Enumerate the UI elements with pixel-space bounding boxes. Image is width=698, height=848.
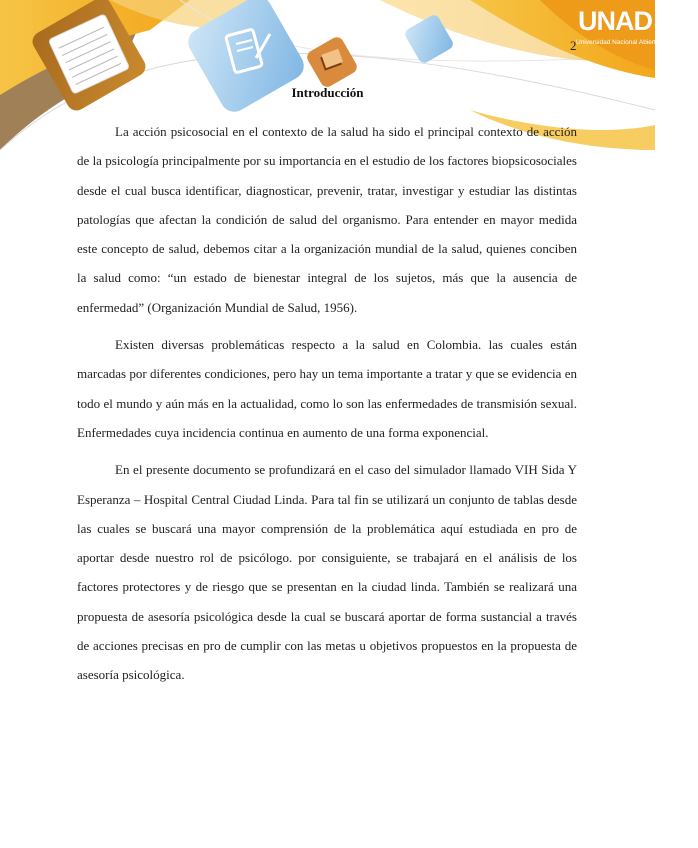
logo-text: UNAD — [578, 6, 652, 36]
paragraph-3: En el presente documento se profundizará en el caso del simulador llamado VIH Sida Y Esperanza – Hospital Central Ciudad Linda. Para tal fin se utilizará un conjunto de tablas desde las cuales se buscará una mayor comprensión de la problemática aquí estudiada en pro de aportar desde nuestro rol de psicólogo. por consiguiente, se trabajará en el análisis de los factores protectores y de riesgo que se presentan en la ciudad linda. También se realizará una propuesta de asesoría psicológica desde la cual se buscará aportar de forma sustancial a través de acciones precisas en pro de cumplir con las metas u objetivos propuestos en la propuesta de asesoría psicológica. — [77, 462, 577, 683]
logo-subtitle: Universidad Nacional Abierta y a Distancia — [576, 39, 698, 46]
book-icon — [305, 35, 360, 90]
page-number: 2 — [570, 38, 577, 53]
unad-logo — [574, 6, 698, 62]
paragraph-2: Existen diversas problemáticas respecto a la salud en Colombia. las cuales están marcadas por diferentes condiciones, pero hay un tema importante a tratar y que se evidencia en todo el mundo y aún más en la actualidad, como lo son las enfermedades de transmisión sexual. Enfermedades cuya incidencia continua en aumento de una forma exponencial. — [77, 337, 577, 440]
paragraph-1: La acción psicosocial en el contexto de la salud ha sido el principal contexto de acción de la psicología principalmente por su importancia en el estudio de los factores biopsicosociales desde el cual busca identificar, diagnosticar, prevenir, tratar, investigar y estudiar las distintas patologías que afectan la condición de salud del organismo. Para entender en mayor medida este concepto de salud, debemos citar a la organización mundial de la salud, quienes conciben la salud como: “un estado de bienestar integral de los sujetos, más que la ausencia de enfermedad” (Organización Mundial de Salud, 1956). — [77, 124, 577, 315]
document-body — [77, 117, 577, 690]
document-title: Introducción — [291, 85, 364, 100]
